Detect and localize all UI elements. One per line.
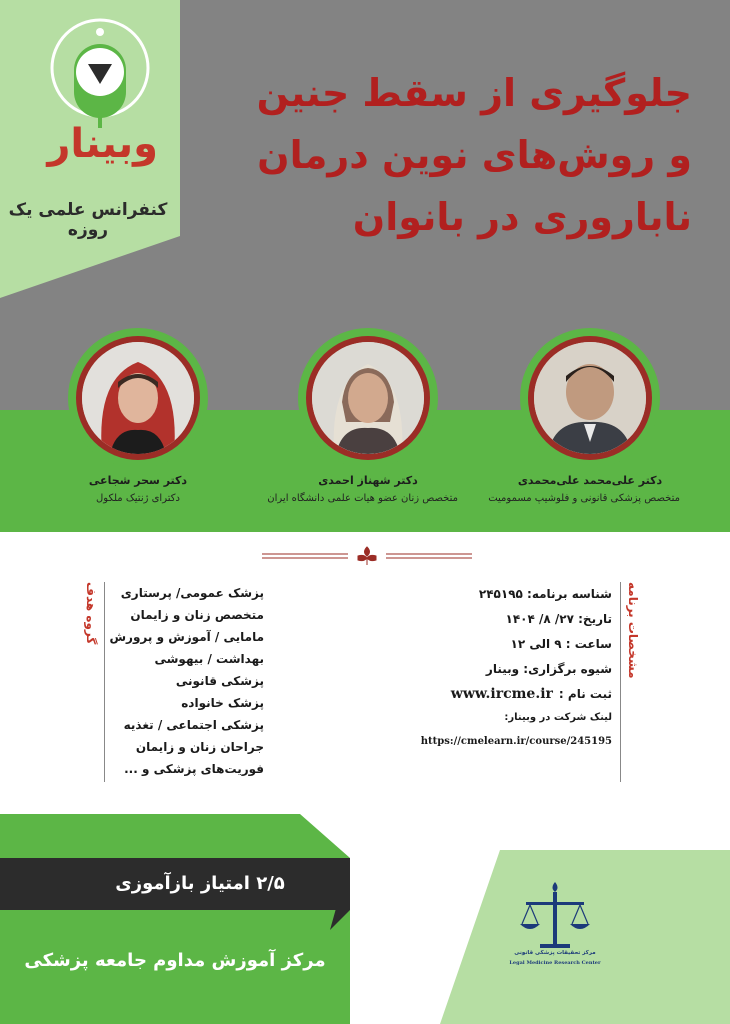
speaker-role-3: دکترای ژنتیک ملکول xyxy=(96,493,180,504)
speaker-name-1: دکتر علی‌محمد علی‌محمدی xyxy=(517,474,663,487)
program-time: ساعت : ۹ الی ۱۲ xyxy=(510,637,612,651)
list-item: بهداشت / بیهوشی xyxy=(154,652,264,666)
program-method: شیوه برگزاری: وبینار xyxy=(485,662,612,676)
list-item: پزشک عمومی/ پرستاری xyxy=(120,586,264,600)
list-item: مامایی / آموزش و پرورش xyxy=(109,630,264,644)
title-line-2: و روش‌های نوین درمان xyxy=(257,133,692,177)
program-id: شناسه برنامه: ۲۴۵۱۹۵ xyxy=(478,587,612,601)
title-line-1: جلوگیری از سقط جنین xyxy=(256,71,692,115)
list-item: پزشکی قانونی xyxy=(175,674,264,688)
speaker-name-2: دکتر شهناز احمدی xyxy=(318,474,418,487)
list-item: متخصص زنان و زایمان xyxy=(130,608,264,622)
conference-label: کنفرانس علمی یک روزه xyxy=(8,200,168,240)
speaker-role-2: متخصص زنان عضو هیات علمی دانشگاه ایران xyxy=(267,493,458,504)
program-label: مشخصات برنامه xyxy=(626,582,640,679)
center-name: مرکز آموزش مداوم جامعه پزشکی xyxy=(24,950,326,971)
target-label: گروه هدف xyxy=(84,582,98,645)
list-item: پزشکی اجتماعی / تغذیه xyxy=(123,718,264,732)
list-item: جراحان زنان و زایمان xyxy=(135,740,264,754)
speaker-role-1: متخصص پزشکی قانونی و فلوشیپ مسمومیت xyxy=(488,493,680,504)
list-item: پزشک خانواده xyxy=(181,696,264,710)
title-line-3: ناباروری در بانوان xyxy=(352,195,692,239)
speaker-name-3: دکتر سحر شجاعی xyxy=(88,474,188,487)
course-link[interactable]: https://cmelearn.ir/course/245195 xyxy=(420,736,612,747)
emblem-caption-fa: مرکز تحقیقات پزشکی قانونی xyxy=(514,950,596,956)
link-label: لینک شرکت در وبینار: xyxy=(504,712,612,723)
register-label: ثبت نام : xyxy=(558,687,612,701)
points-label: ۲/۵ امتیاز بازآموزی xyxy=(115,873,285,894)
emblem-caption-en: Legal Medicine Research Center xyxy=(509,960,601,966)
webinar-label: وبینار xyxy=(47,121,158,167)
program-date: تاریخ: ۲۷/ ۸/ ۱۴۰۴ xyxy=(505,612,612,626)
register-link[interactable]: www.ircme.ir xyxy=(450,686,553,702)
list-item: فوریت‌های پزشکی و ... xyxy=(124,762,264,776)
